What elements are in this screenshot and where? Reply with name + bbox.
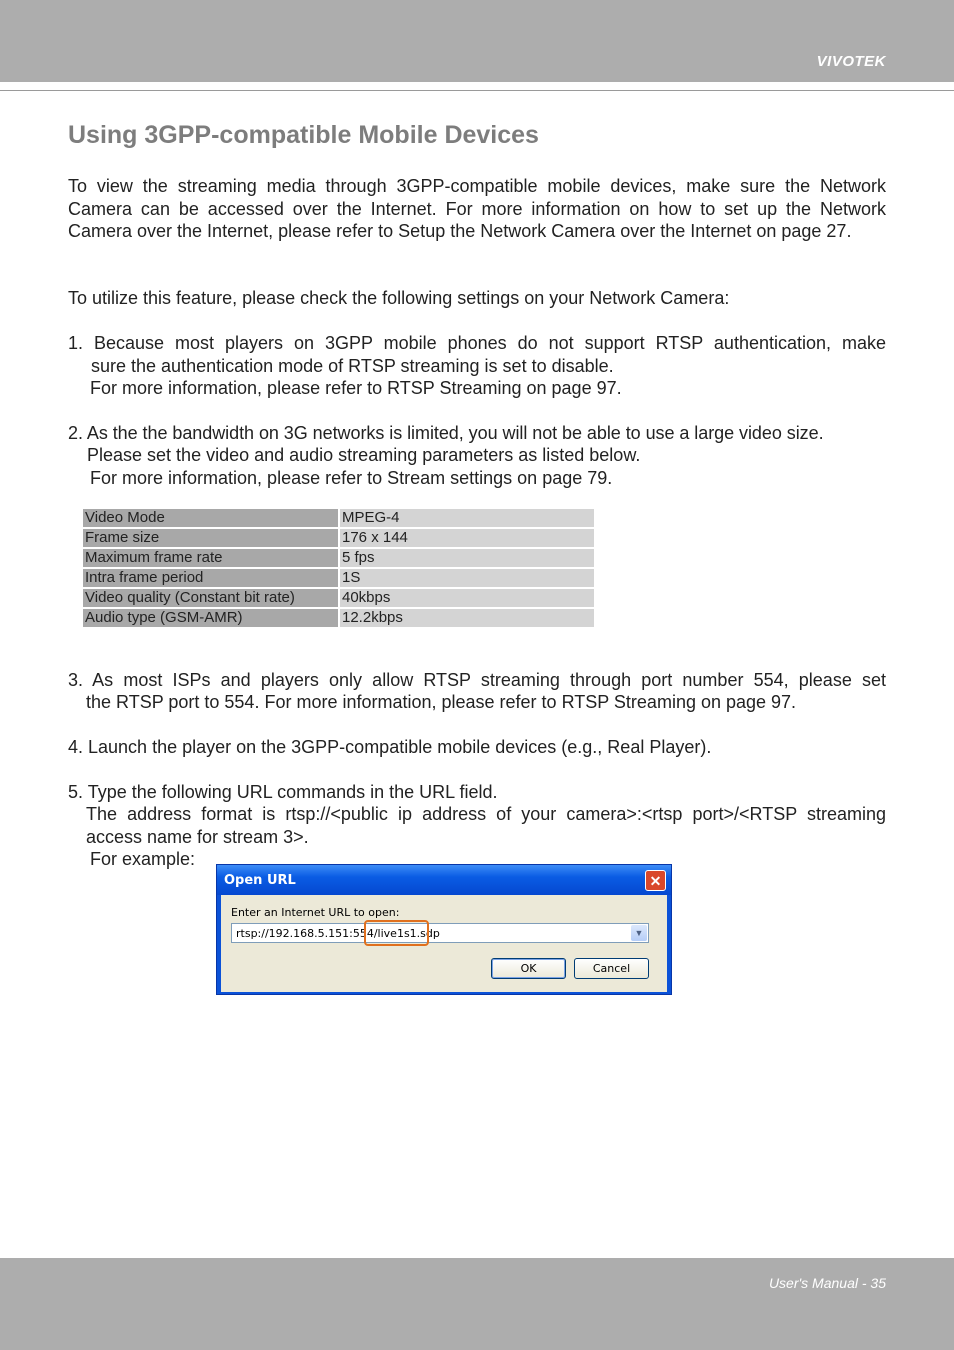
- table-row: [83, 509, 594, 527]
- chevron-down-icon[interactable]: ▼: [631, 925, 647, 941]
- param-value: 176 x 144: [340, 529, 594, 547]
- step5-line1: 5. Type the following URL commands in the URL field.: [68, 782, 498, 802]
- stream-name-highlight: [364, 920, 429, 946]
- page-number: User's Manual - 35: [768, 1275, 886, 1291]
- step2-line2: Please set the video and audio streaming parameters as listed below.: [87, 445, 641, 465]
- page-title: Using 3GPP-compatible Mobile Devices: [68, 121, 539, 149]
- param-name: Video Mode: [83, 509, 340, 527]
- step1-line3: For more information, please refer to RTSP Streaming on page 97.: [90, 378, 622, 398]
- step3-line2: the RTSP port to 554. For more information, please refer to RTSP Streaming on page 97.: [86, 692, 797, 712]
- table-row: [83, 549, 594, 567]
- cancel-button[interactable]: Cancel: [574, 958, 649, 979]
- close-icon[interactable]: ✕: [645, 870, 666, 891]
- table-row: [83, 609, 594, 627]
- table-row: [83, 569, 594, 587]
- url-prompt-label: Enter an Internet URL to open:: [231, 906, 400, 919]
- url-input[interactable]: [231, 923, 649, 943]
- param-name: Intra frame period: [83, 569, 340, 587]
- param-name: Video quality (Constant bit rate): [83, 589, 340, 607]
- param-value: 12.2kbps: [340, 609, 594, 627]
- step1-line2: sure the authentication mode of RTSP streaming is set to disable.: [91, 356, 614, 376]
- param-name: Audio type (GSM-AMR): [83, 609, 340, 627]
- param-name: Maximum frame rate: [83, 549, 340, 567]
- dialog-title: Open URL: [224, 873, 296, 888]
- step4-paragraph: 4. Launch the player on the 3GPP-compatible mobile devices (e.g., Real Player).: [68, 737, 712, 757]
- page-header: [0, 0, 954, 82]
- header-divider: [0, 90, 954, 91]
- step2-line3: For more information, please refer to Stream settings on page 79.: [90, 468, 613, 488]
- step5-line2: The address format is rtsp://<public ip address of your camera>:<rtsp port>/<RTSP streaming: [86, 804, 886, 824]
- stream-params-table: [83, 507, 594, 629]
- param-value: MPEG-4: [340, 509, 594, 527]
- step3-line1: 3. As most ISPs and players only allow RTSP streaming through port number 554, please set: [68, 670, 886, 690]
- param-value: 40kbps: [340, 589, 594, 607]
- step1-line1: 1. Because most players on 3GPP mobile phones do not support RTSP authentication, make: [68, 333, 886, 353]
- step5-line3: access name for stream 3>.: [86, 827, 309, 847]
- param-name: Frame size: [83, 529, 340, 547]
- open-url-dialog: [216, 864, 672, 995]
- intro-paragraph: To view the streaming media through 3GPP-compatible mobile devices, make sure the Network Camera can be accessed over the Internet. For more information on how to set up the Network Camera over the Internet, please refer to Setup the Network Camera over the Internet on page 27.: [68, 176, 886, 241]
- url-input-value: rtsp://192.168.5.151:554/live1s1.sdp: [236, 927, 440, 940]
- utilize-paragraph: To utilize this feature, please check the following settings on your Network Camera:: [68, 288, 730, 308]
- dialog-titlebar[interactable]: [217, 865, 671, 895]
- dialog-body: [221, 895, 667, 992]
- param-value: 1S: [340, 569, 594, 587]
- table-row: [83, 529, 594, 547]
- step2-line1: 2. As the the bandwidth on 3G networks is limited, you will not be able to use a large video size.: [68, 423, 824, 443]
- ok-button[interactable]: OK: [491, 958, 566, 979]
- param-value: 5 fps: [340, 549, 594, 567]
- page-footer: [0, 1258, 954, 1350]
- brand-logo: VIVOTEK: [816, 53, 886, 70]
- table-row: [83, 589, 594, 607]
- step5-line4: For example:: [90, 849, 196, 869]
